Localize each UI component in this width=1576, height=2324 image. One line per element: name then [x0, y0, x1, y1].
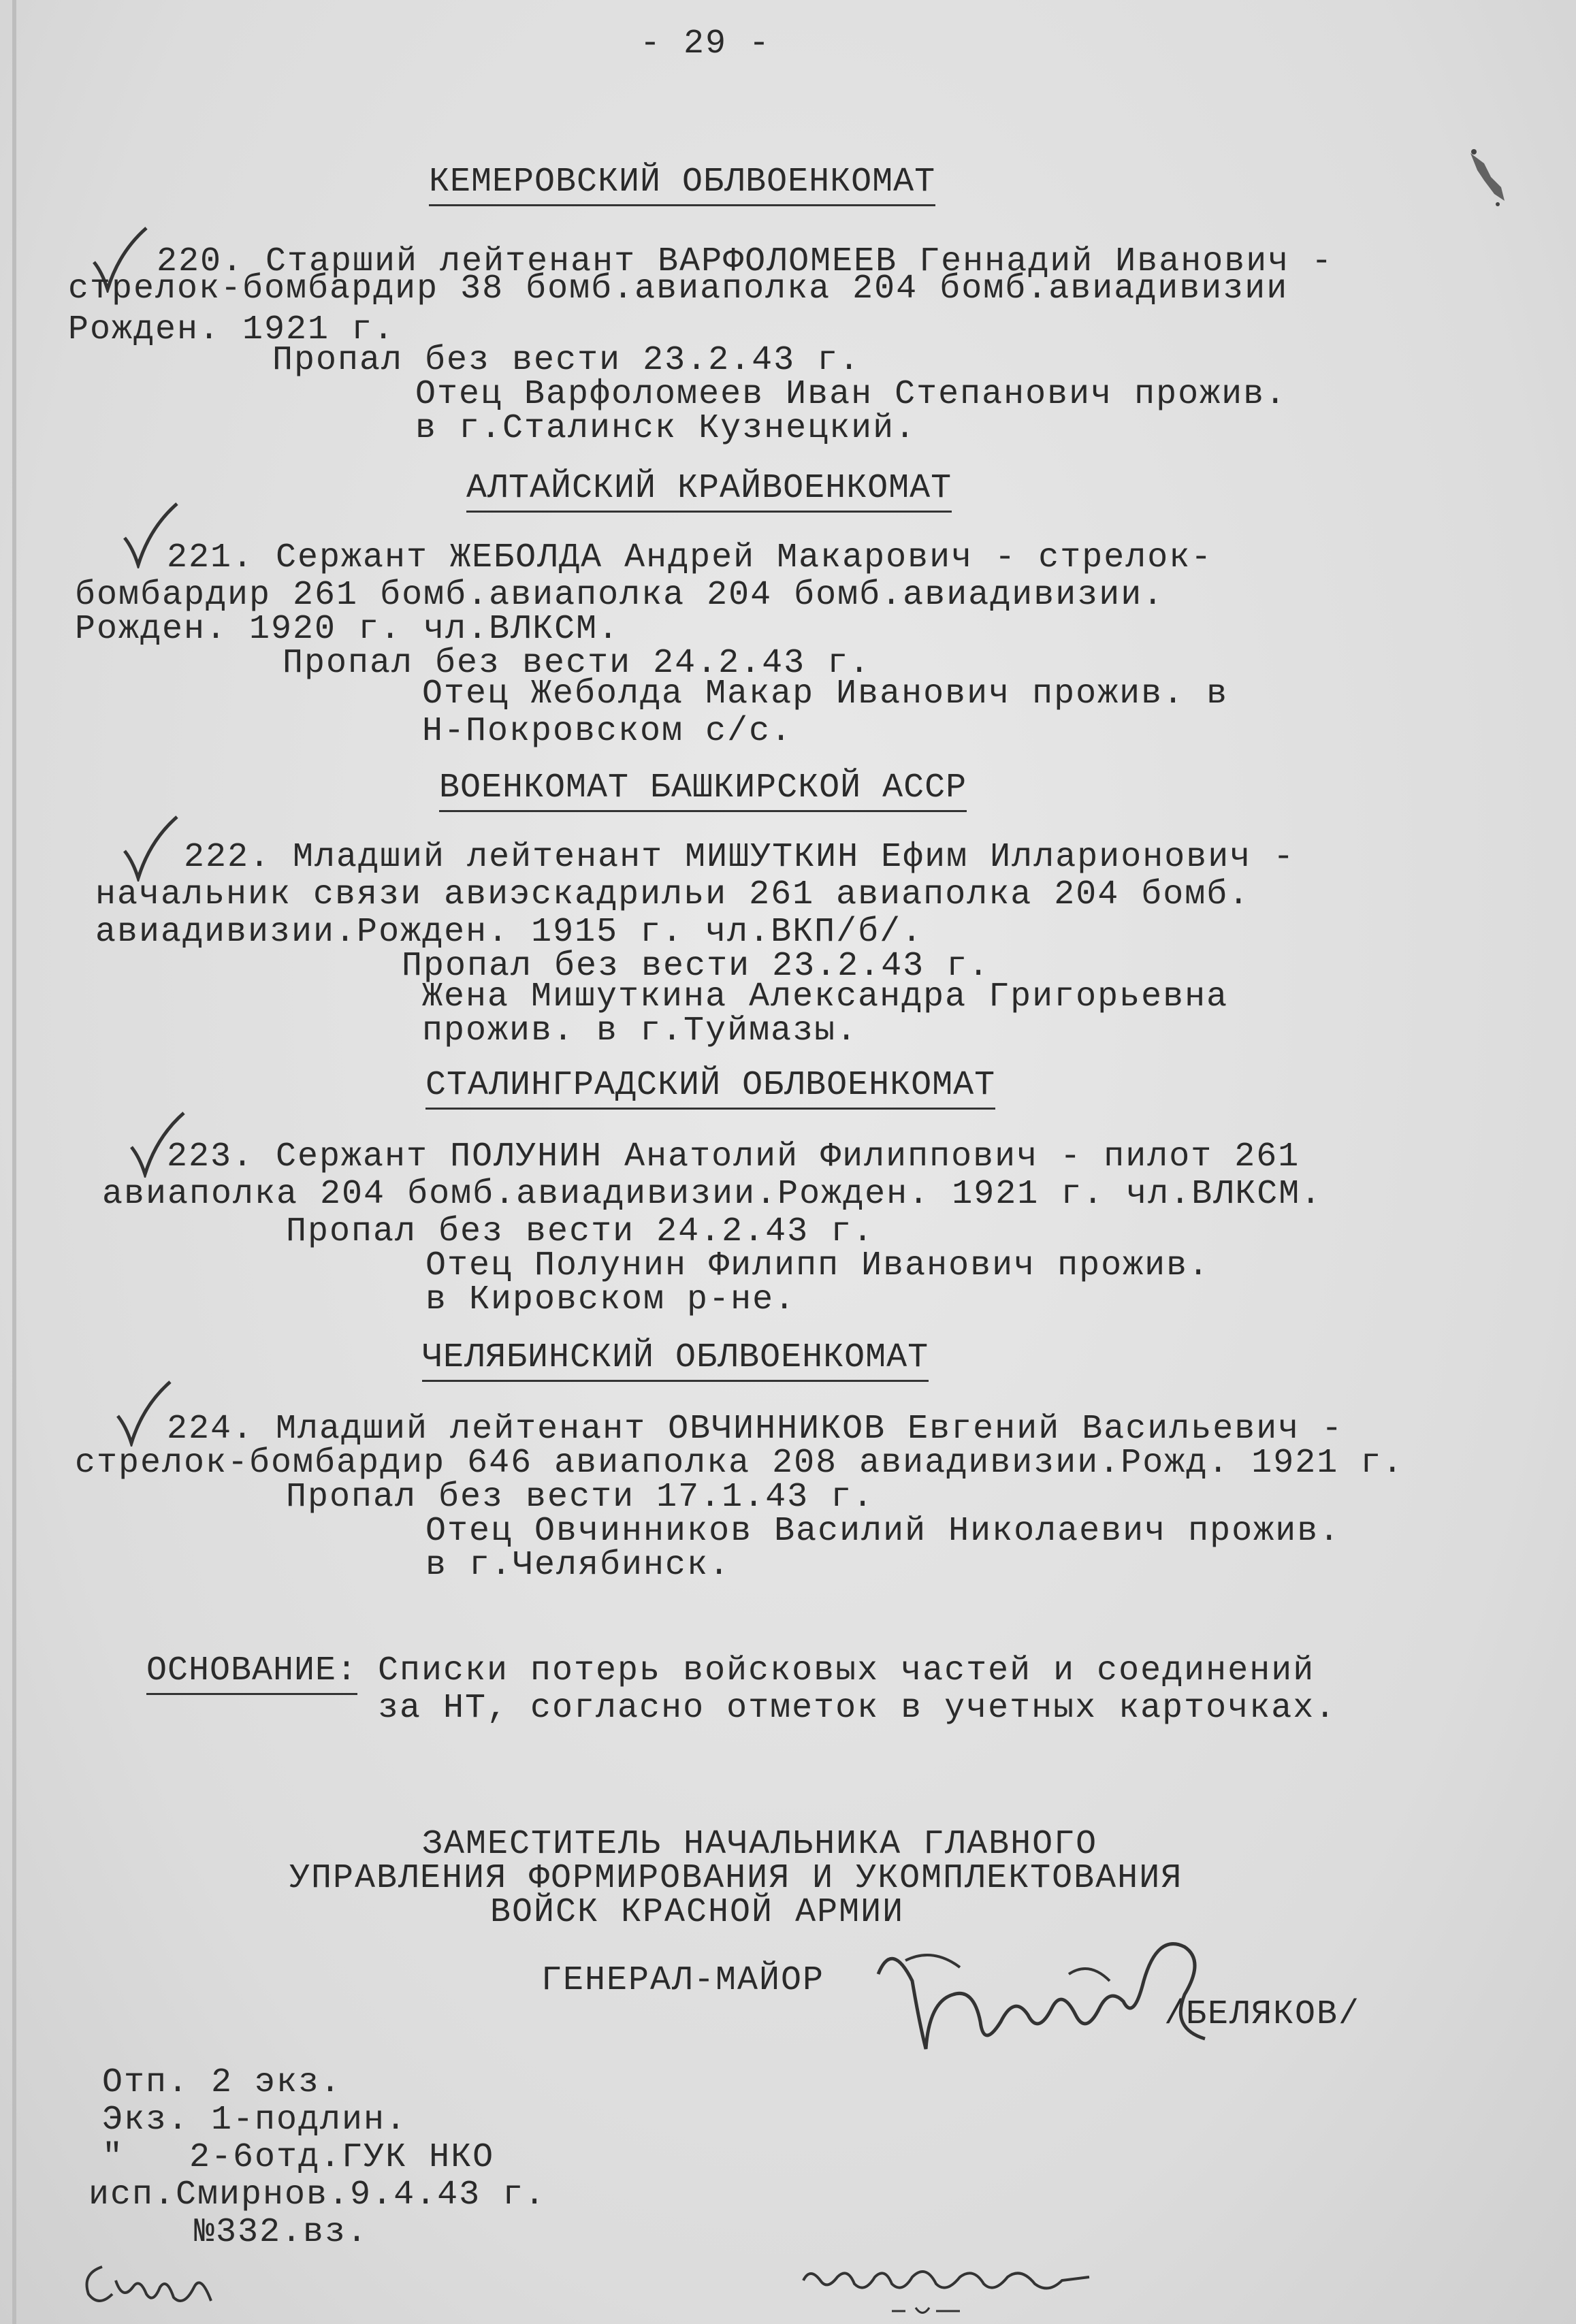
- entry-224-line-1: 224. Младший лейтенант ОВЧИННИКОВ Евгений Васильевич -: [167, 1410, 1344, 1449]
- section-header-chelyabinsk: ЧЕЛЯБИНСКИЙ ОБЛВОЕНКОМАТ: [422, 1338, 929, 1382]
- footer-line-4: исп.Смирнов.9.4.43 г.: [89, 2176, 547, 2214]
- entry-222-line-1: 222. Младший лейтенант МИШУТКИН Ефим Илларионович -: [184, 838, 1296, 877]
- footer-line-5: №332.вз.: [194, 2213, 369, 2252]
- basis-text-line-2: за НТ, согласно отметок в учетных карточках.: [378, 1689, 1337, 1728]
- footer-line-2: Экз. 1-подлин.: [102, 2101, 408, 2140]
- entry-220-line-2: стрелок-бомбардир 38 бомб.авиаполка 204 бомб.авиадивизии: [68, 270, 1289, 308]
- signatory-title-line-3: ВОЙСК КРАСНОЙ АРМИИ: [490, 1893, 905, 1932]
- entry-223-line-2: авиаполка 204 бомб.авиадивизии.Рожден. 1921 г. чл.ВЛКСМ.: [102, 1175, 1323, 1214]
- section-header-bashkir: ВОЕНКОМАТ БАШКИРСКОЙ АССР: [439, 768, 967, 812]
- entry-222-line-6: прожив. в г.Туймазы.: [422, 1012, 858, 1050]
- page-number: - 29 -: [640, 25, 771, 63]
- basis-text-line-1: Списки потерь войсковых частей и соединений: [378, 1651, 1315, 1690]
- entry-222-line-4: Пропал без вести 23.2.43 г.: [402, 947, 991, 986]
- entry-220-line-3: Рожден. 1921 г.: [68, 310, 396, 349]
- entry-221-line-5: Отец Жеболда Макар Иванович прожив. в: [422, 675, 1229, 713]
- entry-220-line-6: в г.Сталинск Кузнецкий.: [415, 409, 917, 448]
- entry-220-line-5: Отец Варфоломеев Иван Степанович прожив.: [415, 375, 1287, 414]
- section-header-altai: АЛТАЙСКИЙ КРАЙВОЕНКОМАТ: [466, 468, 952, 513]
- entry-224-line-5: в г.Челябинск.: [425, 1546, 731, 1585]
- entry-222-line-3: авиадивизии.Рожден. 1915 г. чл.ВКП/б/.: [95, 913, 924, 952]
- signatory-title-line-1: ЗАМЕСТИТЕЛЬ НАЧАЛЬНИКА ГЛАВНОГО: [422, 1825, 1098, 1864]
- section-header-stalingrad: СТАЛИНГРАДСКИЙ ОБЛВОЕНКОМАТ: [425, 1065, 995, 1110]
- entry-222-line-5: Жена Мишуткина Александра Григорьевна: [422, 978, 1229, 1016]
- entry-224-line-4: Отец Овчинников Василий Николаевич прожив.: [425, 1512, 1341, 1551]
- entry-223-line-1: 223. Сержант ПОЛУНИН Анатолий Филиппович - пилот 261: [167, 1137, 1300, 1176]
- entry-224-line-2: стрелок-бомбардир 646 авиаполка 208 авиадивизии.Рожд. 1921 г.: [75, 1444, 1404, 1483]
- ink-blot: [1464, 146, 1511, 208]
- signatory-rank: ГЕНЕРАЛ-МАЙОР: [541, 1961, 825, 2000]
- section-header-kemerovo: КЕМЕРОВСКИЙ ОБЛВОЕНКОМАТ: [429, 162, 935, 206]
- entry-220-line-1: 220. Старший лейтенант ВАРФОЛОМЕЕВ Геннадий Иванович -: [157, 242, 1334, 281]
- entry-221-line-1: 221. Сержант ЖЕБОЛДА Андрей Макарович - стрелок-: [167, 538, 1213, 577]
- entry-221-line-4: Пропал без вести 24.2.43 г.: [283, 644, 871, 683]
- entry-223-line-3: Пропал без вести 24.2.43 г.: [286, 1212, 875, 1251]
- handwritten-note-bottom-center: [790, 2253, 1103, 2324]
- page-edge-shadow: [12, 0, 16, 2324]
- entry-222-line-2: начальник связи авиэскадрильи 261 авиаполка 204 бомб.: [95, 875, 1251, 914]
- check-mark-icon: [119, 813, 180, 882]
- entry-220-line-4: Пропал без вести 23.2.43 г.: [272, 341, 861, 380]
- handwritten-initials-bottom-left: [75, 2246, 225, 2321]
- handwritten-signature: [865, 1920, 1219, 2076]
- entry-221-line-3: Рожден. 1920 г. чл.ВЛКСМ.: [75, 610, 620, 649]
- entry-221-line-6: Н-Покровском с/с.: [422, 712, 793, 751]
- entry-221-line-2: бомбардир 261 бомб.авиаполка 204 бомб.авиадивизии.: [75, 576, 1165, 615]
- signatory-title-line-2: УПРАВЛЕНИЯ ФОРМИРОВАНИЯ И УКОМПЛЕКТОВАНИЯ: [289, 1859, 1183, 1898]
- entry-223-line-5: в Кировском р-не.: [425, 1280, 797, 1319]
- footer-line-3: " 2-6отд.ГУК НКО: [102, 2138, 495, 2177]
- entry-223-line-4: Отец Полунин Филипп Иванович прожив.: [425, 1246, 1210, 1285]
- signatory-name: /БЕЛЯКОВ/: [1164, 1995, 1361, 2034]
- check-mark-icon: [112, 1378, 174, 1447]
- basis-label: ОСНОВАНИЕ:: [146, 1651, 357, 1695]
- footer-line-1: Отп. 2 экз.: [102, 2063, 342, 2102]
- entry-224-line-3: Пропал без вести 17.1.43 г.: [286, 1478, 875, 1517]
